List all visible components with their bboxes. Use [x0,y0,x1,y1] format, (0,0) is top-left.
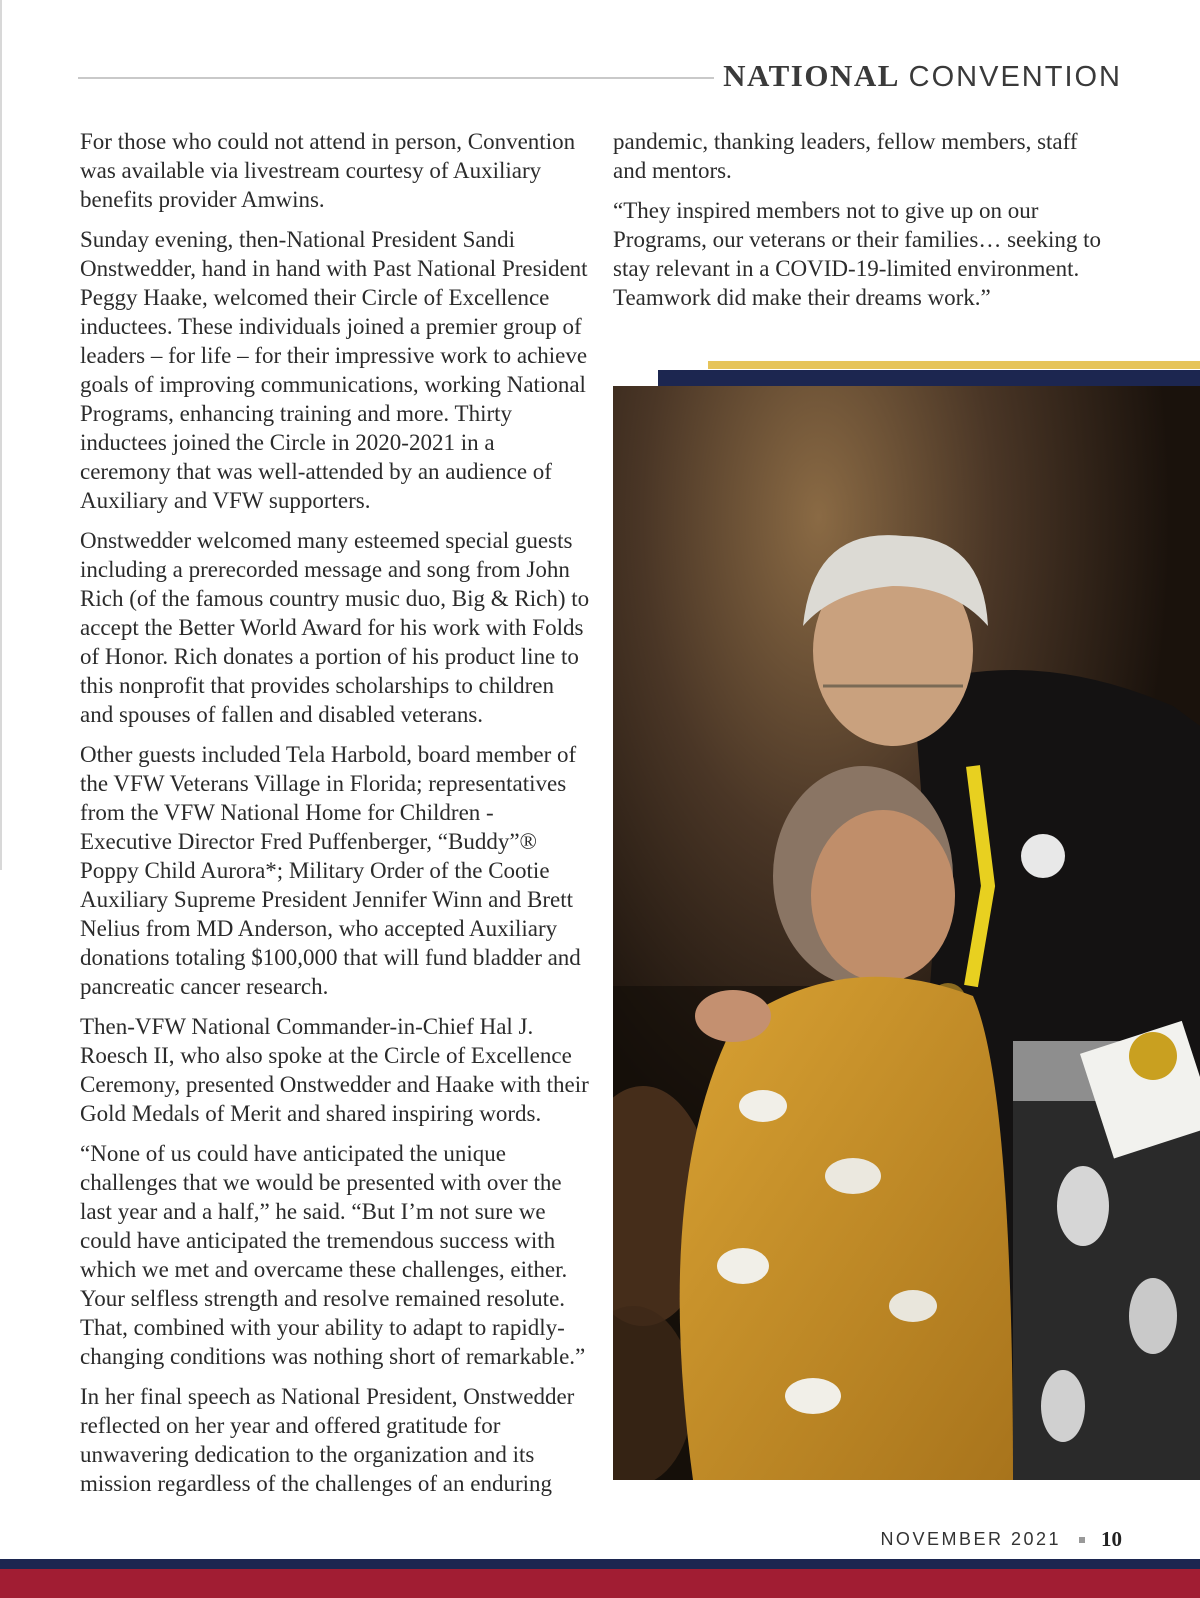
paragraph: Sunday evening, then-National President Sandi Onstwedder, hand in hand with Past National President Peggy Haake, welcomed their Circle of Excellence inductees. These individuals joined a premier group of leaders – for life – for their impressive work to achieve goals of improving communications, working National Programs, enhancing training and more. Thirty inductees joined the Circle in 2020-2021 in a ceremony that was well-attended by an audience of Auxiliary and VFW supporters. [80,227,588,513]
article-column-right [613,127,1113,323]
paragraph: pandemic, thanking leaders, fellow members, staff and mentors. [613,129,1078,183]
page-number: 10 [1101,1527,1122,1551]
paragraph: In her final speech as National President, Onstwedder reflected on her year and offered gratitude for unwavering dedication to the organization and its mission regardless of the challenges of an enduring [80,1384,575,1496]
photo-two-women-embracing [613,386,1200,1480]
paragraph: Then-VFW National Commander-in-Chief Hal J. Roesch II, who also spoke at the Circle of Excellence Ceremony, presented Onstwedder and Haake with their Gold Medals of Merit and shared inspiring words. [80,1014,589,1126]
header-rule [78,77,714,79]
footer-bar-navy [0,1559,1200,1569]
article-column-left [80,127,590,1509]
issue-date: NOVEMBER 2021 [880,1529,1061,1549]
paragraph: “They inspired members not to give up on our Programs, our veterans or their families… seeking to stay relevant in a COVID-19-limited environment. Teamwork did make their dreams work.” [613,198,1101,310]
section-title-light: CONVENTION [908,61,1122,93]
page-footer [880,1527,1122,1552]
footer-bar-red [0,1569,1200,1598]
section-title-bold: NATIONAL [723,58,900,93]
paragraph: “None of us could have anticipated the unique challenges that we would be presented with over the last year and a half,” he said. “But I’m not sure we could have anticipated the tremendous success with which we met and overcame these challenges, either. Your selfless strength and resolve remained resolute. That, combined with your ability to adapt to rapidly-changing conditions was nothing short of remarkable.” [80,1141,586,1369]
section-header [723,58,1122,94]
paragraph: For those who could not attend in person, Convention was available via livestream courtesy of Auxiliary benefits provider Amwins. [80,129,576,212]
accent-bar-gold [708,361,1200,369]
paragraph: Other guests included Tela Harbold, board member of the VFW Veterans Village in Florida; representatives from the VFW National Home for Children - Executive Director Fred Puffenberger, “Buddy”® Poppy Child Aurora*; Military Order of the Cootie Auxiliary Supreme President Jennifer Winn and Brett Nelius from MD Anderson, who accepted Auxiliary donations totaling $100,000 that will fund bladder and pancreatic cancer research. [80,742,581,999]
separator-square-icon [1079,1537,1085,1543]
photo-illustration [613,386,1200,1480]
page-edge-line [0,0,2,870]
paragraph: Onstwedder welcomed many esteemed special guests including a prerecorded message and song from John Rich (of the famous country music duo, Big & Rich) to accept the Better World Award for his work with Folds of Honor. Rich donates a portion of his product line to this nonprofit that provides scholarships to children and spouses of fallen and disabled veterans. [80,528,590,727]
